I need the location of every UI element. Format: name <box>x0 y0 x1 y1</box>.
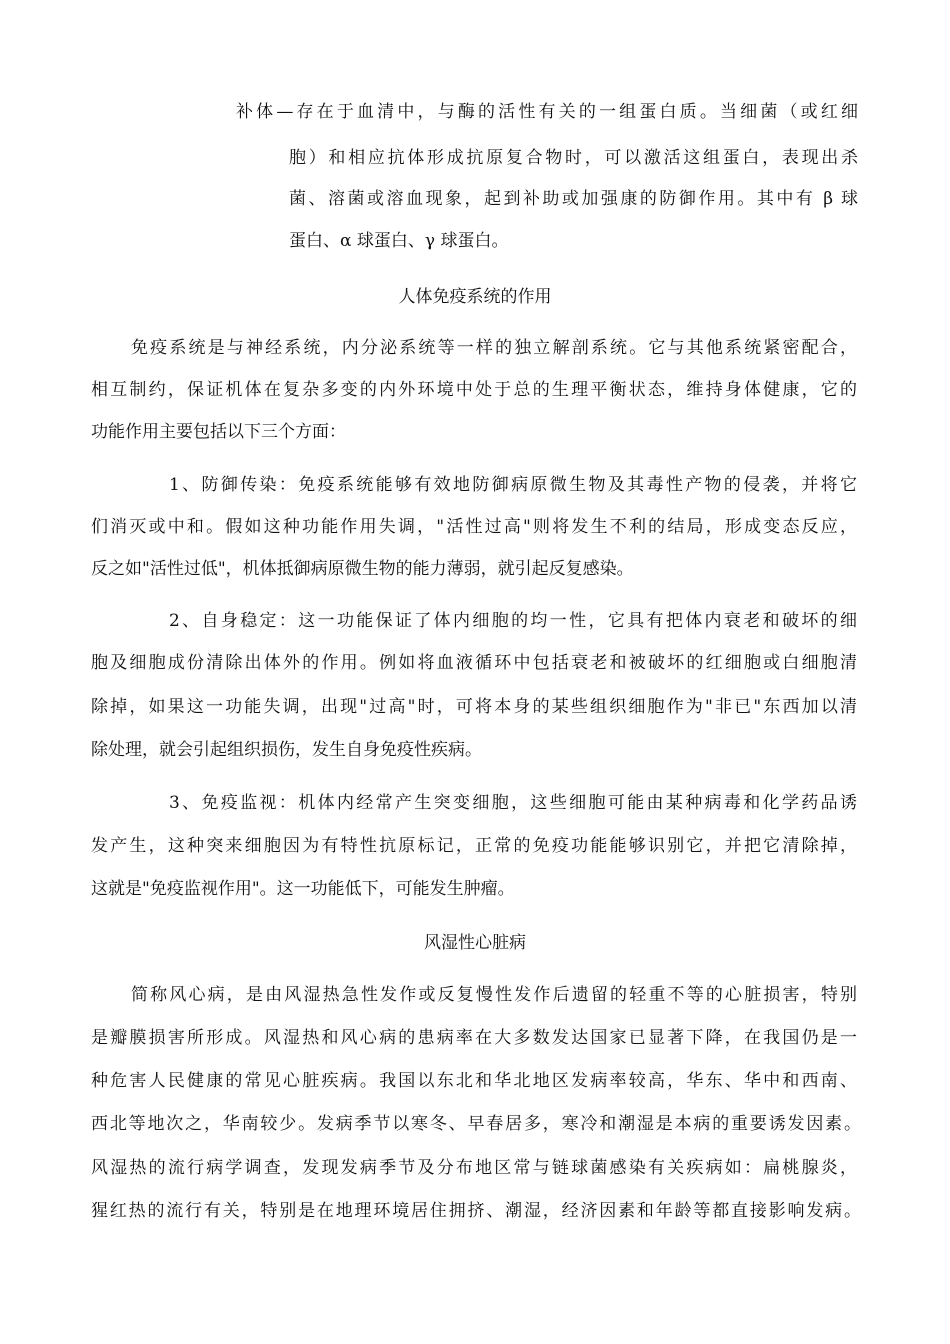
rheumatic-line-1: 简称风心病，是由风湿热急性发作或反复慢性发作后遗留的轻重不等的心脏损害，特别 <box>131 985 857 1005</box>
item1-line-3: 反之如"活性过低"，机体抵御病原微生物的能力薄弱，就引起反复感染。 <box>91 559 634 579</box>
item2-line-4: 除处理，就会引起组织损伤，发生自身免疫性疾病。 <box>91 740 482 760</box>
intro-line-3: 功能作用主要包括以下三个方面： <box>91 422 346 442</box>
item2-line-1: 2、自身稳定：这一功能保证了体内细胞的均一性，它具有把体内衰老和破坏的细 <box>169 611 857 631</box>
item3-line-1: 3、免疫监视：机体内经常产生突变细胞，这些细胞可能由某种病毒和化学药品诱 <box>169 793 857 813</box>
section-title-immune-system: 人体免疫系统的作用 <box>398 287 552 307</box>
rheumatic-line-5: 风湿热的流行病学调查，发现发病季节及分布地区常与链球菌感染有关疾病如：扁桃腺炎， <box>91 1158 857 1178</box>
section-title-rheumatic-heart-disease: 风湿性心脏病 <box>424 933 526 953</box>
item3-line-3: 这就是"免疫监视作用"。这一功能低下，可能发生肿瘤。 <box>91 879 515 899</box>
complement-line-1: 补体—存在于血清中，与酶的活性有关的一组蛋白质。当细菌（或红细 <box>236 102 858 122</box>
item3-line-2: 发产生，这种突来细胞因为有特性抗原标记，正常的免疫功能能够识别它，并把它清除掉， <box>91 836 857 856</box>
item2-line-2: 胞及细胞成份清除出体外的作用。例如将血液循环中包括衰老和被破坏的红细胞或白细胞清 <box>91 653 857 673</box>
rheumatic-line-2: 是瓣膜损害所形成。风湿热和风心病的患病率在大多数发达国家已显著下降，在我国仍是一 <box>91 1028 857 1048</box>
item1-line-2: 们消灭或中和。假如这种功能作用失调，"活性过高"则将发生不利的结局，形成变态反应， <box>91 517 857 537</box>
complement-line-4: 蛋白、α 球蛋白、γ 球蛋白。 <box>289 231 509 251</box>
intro-line-1: 免疫系统是与神经系统，内分泌系统等一样的独立解剖系统。它与其他系统紧密配合， <box>131 338 857 358</box>
item1-line-1: 1、防御传染：免疫系统能够有效地防御病原微生物及其毒性产物的侵袭，并将它 <box>169 475 857 495</box>
item2-line-3: 除掉，如果这一功能失调，出现"过高"时，可将本身的某些组织细胞作为"非已"东西加以清 <box>91 697 857 717</box>
complement-line-3: 菌、溶菌或溶血现象，起到补助或加强康的防御作用。其中有 β 球 <box>289 189 858 209</box>
complement-line-2: 胞）和相应抗体形成抗原复合物时，可以激活这组蛋白，表现出杀 <box>289 148 858 168</box>
intro-line-2: 相互制约，保证机体在复杂多变的内外环境中处于总的生理平衡状态，维持身体健康，它的 <box>91 380 857 400</box>
rheumatic-line-3: 种危害人民健康的常见心脏疾病。我国以东北和华北地区发病率较高，华东、华中和西南、 <box>91 1071 857 1091</box>
rheumatic-line-4: 西北等地次之，华南较少。发病季节以寒冬、早春居多，寒冷和潮湿是本病的重要诱发因素。 <box>91 1114 861 1134</box>
rheumatic-line-6: 猩红热的流行有关，特别是在地理环境居住拥挤、潮湿，经济因素和年龄等都直接影响发病。 <box>91 1201 861 1221</box>
